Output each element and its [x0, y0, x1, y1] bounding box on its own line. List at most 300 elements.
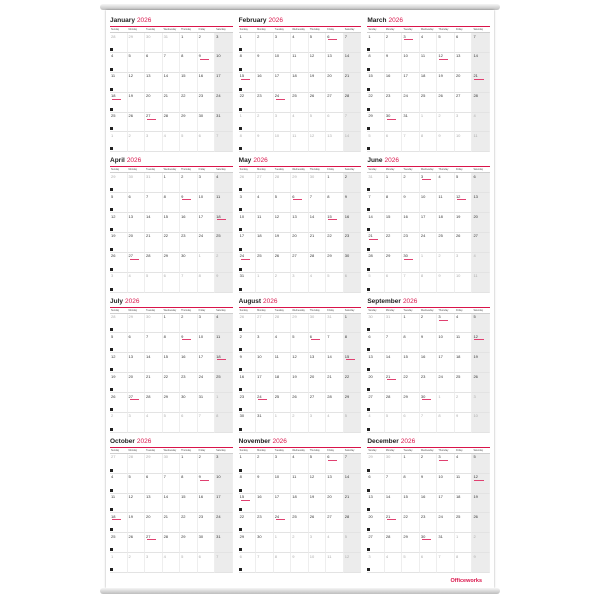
day-cell[interactable] [145, 553, 163, 573]
day-cell[interactable] [198, 53, 216, 73]
day-cell[interactable] [344, 93, 362, 113]
day-cell[interactable] [145, 173, 163, 193]
day-cell[interactable] [367, 474, 385, 494]
day-cell[interactable] [344, 253, 362, 273]
day-cell[interactable] [198, 113, 216, 133]
day-cell[interactable] [239, 553, 260, 573]
day-cell[interactable] [256, 253, 274, 273]
day-cell[interactable] [472, 533, 490, 553]
day-cell[interactable] [344, 454, 362, 474]
day-cell[interactable] [163, 253, 181, 273]
day-cell[interactable] [198, 553, 219, 573]
day-cell[interactable] [256, 53, 274, 73]
day-cell[interactable] [367, 53, 385, 73]
day-cell[interactable] [402, 253, 420, 273]
day-cell[interactable] [239, 93, 257, 113]
day-cell[interactable] [239, 273, 260, 293]
day-cell[interactable] [274, 53, 292, 73]
day-cell[interactable] [402, 173, 420, 193]
day-cell[interactable] [326, 454, 344, 474]
day-cell[interactable] [180, 213, 198, 233]
day-cell[interactable] [239, 393, 257, 413]
day-cell[interactable] [198, 273, 219, 293]
day-cell[interactable] [256, 132, 274, 152]
day-cell[interactable] [437, 333, 455, 353]
day-cell[interactable] [215, 553, 233, 573]
day-cell[interactable] [472, 93, 490, 113]
day-cell[interactable] [309, 273, 330, 293]
day-cell[interactable] [145, 73, 163, 93]
day-cell[interactable] [291, 494, 309, 514]
day-cell[interactable] [472, 474, 490, 494]
day-cell[interactable] [256, 553, 274, 573]
day-cell[interactable] [256, 73, 274, 93]
day-cell[interactable] [472, 73, 490, 93]
day-cell[interactable] [110, 33, 128, 53]
day-cell[interactable] [128, 474, 149, 494]
day-cell[interactable] [385, 533, 403, 553]
day-cell[interactable] [198, 33, 219, 53]
day-cell[interactable] [437, 314, 455, 334]
day-cell[interactable] [367, 413, 385, 433]
day-cell[interactable] [198, 233, 216, 253]
day-cell[interactable] [291, 393, 309, 413]
day-cell[interactable] [455, 393, 476, 413]
day-cell[interactable] [198, 393, 219, 413]
day-cell[interactable] [110, 213, 128, 233]
day-cell[interactable] [291, 233, 309, 253]
day-cell[interactable] [385, 213, 403, 233]
day-cell[interactable] [455, 474, 473, 494]
day-cell[interactable] [402, 213, 420, 233]
day-cell[interactable] [198, 314, 219, 334]
day-cell[interactable] [309, 413, 330, 433]
day-cell[interactable] [291, 33, 309, 53]
day-cell[interactable] [367, 494, 385, 514]
day-cell[interactable] [344, 73, 362, 93]
day-cell[interactable] [309, 33, 330, 53]
day-cell[interactable] [274, 193, 295, 213]
day-cell[interactable] [145, 53, 163, 73]
day-cell[interactable] [180, 253, 198, 273]
day-cell[interactable] [110, 173, 128, 193]
day-cell[interactable] [163, 132, 184, 152]
day-cell[interactable] [437, 373, 455, 393]
day-cell[interactable] [198, 333, 216, 353]
day-cell[interactable] [128, 173, 146, 193]
day-cell[interactable] [326, 494, 344, 514]
day-cell[interactable] [215, 193, 233, 213]
day-cell[interactable] [455, 93, 473, 113]
day-cell[interactable] [128, 413, 149, 433]
day-cell[interactable] [198, 132, 219, 152]
day-cell[interactable] [180, 273, 198, 293]
day-cell[interactable] [455, 173, 476, 193]
day-cell[interactable] [215, 53, 233, 73]
day-cell[interactable] [455, 233, 473, 253]
day-cell[interactable] [344, 513, 362, 533]
day-cell[interactable] [385, 373, 403, 393]
day-cell[interactable] [239, 113, 260, 133]
day-cell[interactable] [326, 314, 344, 334]
day-cell[interactable] [309, 494, 327, 514]
day-cell[interactable] [367, 113, 385, 133]
day-cell[interactable] [344, 553, 362, 573]
day-cell[interactable] [344, 413, 362, 433]
day-cell[interactable] [472, 273, 490, 293]
day-cell[interactable] [110, 513, 128, 533]
day-cell[interactable] [180, 233, 198, 253]
day-cell[interactable] [163, 533, 181, 553]
day-cell[interactable] [385, 233, 403, 253]
day-cell[interactable] [385, 73, 403, 93]
day-cell[interactable] [326, 373, 344, 393]
day-cell[interactable] [402, 273, 420, 293]
day-cell[interactable] [110, 73, 128, 93]
day-cell[interactable] [128, 33, 146, 53]
day-cell[interactable] [402, 73, 420, 93]
day-cell[interactable] [274, 213, 292, 233]
day-cell[interactable] [180, 314, 198, 334]
day-cell[interactable] [420, 413, 441, 433]
day-cell[interactable] [256, 113, 274, 133]
day-cell[interactable] [274, 93, 292, 113]
day-cell[interactable] [344, 132, 362, 152]
day-cell[interactable] [215, 213, 233, 233]
day-cell[interactable] [420, 33, 441, 53]
day-cell[interactable] [110, 93, 128, 113]
day-cell[interactable] [472, 454, 490, 474]
day-cell[interactable] [420, 553, 441, 573]
day-cell[interactable] [215, 373, 233, 393]
day-cell[interactable] [472, 393, 490, 413]
day-cell[interactable] [163, 314, 184, 334]
day-cell[interactable] [256, 454, 274, 474]
day-cell[interactable] [385, 553, 406, 573]
day-cell[interactable] [145, 373, 163, 393]
day-cell[interactable] [256, 474, 274, 494]
day-cell[interactable] [163, 393, 181, 413]
day-cell[interactable] [326, 73, 344, 93]
day-cell[interactable] [402, 132, 420, 152]
day-cell[interactable] [402, 353, 420, 373]
day-cell[interactable] [145, 314, 163, 334]
day-cell[interactable] [198, 73, 216, 93]
day-cell[interactable] [145, 393, 163, 413]
day-cell[interactable] [402, 113, 420, 133]
day-cell[interactable] [198, 353, 216, 373]
day-cell[interactable] [291, 173, 309, 193]
day-cell[interactable] [128, 533, 146, 553]
day-cell[interactable] [326, 393, 344, 413]
day-cell[interactable] [180, 33, 198, 53]
day-cell[interactable] [344, 53, 362, 73]
day-cell[interactable] [437, 53, 455, 73]
day-cell[interactable] [110, 454, 128, 474]
day-cell[interactable] [420, 132, 441, 152]
day-cell[interactable] [291, 132, 309, 152]
day-cell[interactable] [128, 93, 146, 113]
day-cell[interactable] [344, 533, 362, 553]
day-cell[interactable] [385, 353, 403, 373]
day-cell[interactable] [145, 533, 163, 553]
day-cell[interactable] [437, 474, 455, 494]
day-cell[interactable] [326, 273, 344, 293]
day-cell[interactable] [128, 333, 149, 353]
day-cell[interactable] [326, 173, 344, 193]
day-cell[interactable] [274, 474, 292, 494]
day-cell[interactable] [402, 553, 420, 573]
day-cell[interactable] [344, 213, 362, 233]
day-cell[interactable] [472, 314, 490, 334]
day-cell[interactable] [198, 173, 219, 193]
day-cell[interactable] [239, 253, 257, 273]
day-cell[interactable] [215, 333, 233, 353]
day-cell[interactable] [215, 132, 233, 152]
day-cell[interactable] [437, 193, 455, 213]
day-cell[interactable] [291, 314, 309, 334]
day-cell[interactable] [163, 193, 184, 213]
day-cell[interactable] [110, 253, 128, 273]
day-cell[interactable] [420, 93, 438, 113]
day-cell[interactable] [420, 494, 438, 514]
day-cell[interactable] [420, 474, 438, 494]
day-cell[interactable] [472, 333, 490, 353]
day-cell[interactable] [367, 233, 385, 253]
day-cell[interactable] [455, 253, 476, 273]
day-cell[interactable] [180, 333, 198, 353]
day-cell[interactable] [110, 494, 128, 514]
day-cell[interactable] [437, 353, 455, 373]
day-cell[interactable] [309, 373, 327, 393]
day-cell[interactable] [472, 553, 490, 573]
day-cell[interactable] [239, 333, 260, 353]
day-cell[interactable] [367, 454, 385, 474]
day-cell[interactable] [180, 173, 198, 193]
day-cell[interactable] [437, 93, 455, 113]
day-cell[interactable] [163, 173, 184, 193]
day-cell[interactable] [110, 553, 128, 573]
day-cell[interactable] [326, 553, 344, 573]
day-cell[interactable] [256, 533, 274, 553]
day-cell[interactable] [110, 132, 128, 152]
day-cell[interactable] [239, 533, 257, 553]
day-cell[interactable] [437, 454, 455, 474]
day-cell[interactable] [198, 474, 216, 494]
day-cell[interactable] [256, 333, 274, 353]
day-cell[interactable] [239, 233, 257, 253]
day-cell[interactable] [344, 333, 362, 353]
day-cell[interactable] [110, 333, 128, 353]
day-cell[interactable] [274, 353, 292, 373]
day-cell[interactable] [472, 113, 490, 133]
day-cell[interactable] [239, 353, 257, 373]
day-cell[interactable] [274, 333, 295, 353]
day-cell[interactable] [256, 93, 274, 113]
day-cell[interactable] [367, 553, 385, 573]
day-cell[interactable] [420, 233, 438, 253]
day-cell[interactable] [110, 353, 128, 373]
day-cell[interactable] [437, 513, 455, 533]
day-cell[interactable] [274, 73, 292, 93]
day-cell[interactable] [472, 233, 490, 253]
day-cell[interactable] [326, 193, 344, 213]
day-cell[interactable] [402, 513, 420, 533]
day-cell[interactable] [291, 53, 309, 73]
day-cell[interactable] [344, 373, 362, 393]
day-cell[interactable] [215, 494, 233, 514]
day-cell[interactable] [215, 253, 233, 273]
day-cell[interactable] [455, 353, 473, 373]
day-cell[interactable] [128, 213, 146, 233]
day-cell[interactable] [385, 173, 406, 193]
day-cell[interactable] [344, 33, 362, 53]
day-cell[interactable] [215, 273, 233, 293]
day-cell[interactable] [420, 353, 438, 373]
day-cell[interactable] [180, 93, 198, 113]
day-cell[interactable] [402, 393, 420, 413]
day-cell[interactable] [455, 533, 476, 553]
day-cell[interactable] [472, 33, 490, 53]
day-cell[interactable] [291, 193, 309, 213]
day-cell[interactable] [402, 314, 420, 334]
day-cell[interactable] [110, 413, 128, 433]
day-cell[interactable] [455, 454, 476, 474]
day-cell[interactable] [128, 132, 149, 152]
day-cell[interactable] [420, 513, 438, 533]
day-cell[interactable] [437, 33, 455, 53]
day-cell[interactable] [274, 513, 292, 533]
day-cell[interactable] [291, 333, 309, 353]
day-cell[interactable] [309, 173, 330, 193]
day-cell[interactable] [385, 393, 403, 413]
day-cell[interactable] [110, 533, 128, 553]
day-cell[interactable] [402, 193, 420, 213]
day-cell[interactable] [385, 513, 403, 533]
day-cell[interactable] [472, 353, 490, 373]
day-cell[interactable] [256, 373, 274, 393]
day-cell[interactable] [145, 413, 163, 433]
day-cell[interactable] [455, 53, 473, 73]
day-cell[interactable] [163, 53, 184, 73]
day-cell[interactable] [385, 113, 403, 133]
day-cell[interactable] [437, 253, 455, 273]
day-cell[interactable] [326, 253, 344, 273]
day-cell[interactable] [455, 333, 473, 353]
day-cell[interactable] [180, 513, 198, 533]
day-cell[interactable] [402, 93, 420, 113]
day-cell[interactable] [110, 53, 128, 73]
day-cell[interactable] [198, 193, 216, 213]
day-cell[interactable] [110, 393, 128, 413]
day-cell[interactable] [455, 132, 473, 152]
day-cell[interactable] [309, 513, 327, 533]
day-cell[interactable] [215, 353, 233, 373]
day-cell[interactable] [163, 474, 184, 494]
day-cell[interactable] [385, 333, 406, 353]
day-cell[interactable] [274, 273, 295, 293]
day-cell[interactable] [402, 454, 420, 474]
day-cell[interactable] [274, 253, 292, 273]
day-cell[interactable] [128, 113, 146, 133]
day-cell[interactable] [367, 373, 385, 393]
day-cell[interactable] [145, 494, 163, 514]
day-cell[interactable] [326, 33, 344, 53]
day-cell[interactable] [145, 513, 163, 533]
day-cell[interactable] [145, 93, 163, 113]
day-cell[interactable] [420, 273, 441, 293]
day-cell[interactable] [256, 314, 274, 334]
day-cell[interactable] [198, 454, 219, 474]
day-cell[interactable] [215, 413, 233, 433]
day-cell[interactable] [385, 273, 406, 293]
day-cell[interactable] [472, 173, 490, 193]
day-cell[interactable] [274, 173, 292, 193]
day-cell[interactable] [163, 93, 181, 113]
day-cell[interactable] [455, 73, 473, 93]
day-cell[interactable] [198, 213, 216, 233]
day-cell[interactable] [145, 213, 163, 233]
day-cell[interactable] [215, 233, 233, 253]
day-cell[interactable] [344, 314, 362, 334]
day-cell[interactable] [437, 233, 455, 253]
day-cell[interactable] [326, 533, 344, 553]
day-cell[interactable] [256, 213, 274, 233]
day-cell[interactable] [291, 93, 309, 113]
day-cell[interactable] [128, 393, 146, 413]
day-cell[interactable] [402, 533, 420, 553]
day-cell[interactable] [128, 53, 149, 73]
day-cell[interactable] [420, 53, 438, 73]
day-cell[interactable] [472, 253, 490, 273]
day-cell[interactable] [291, 73, 309, 93]
day-cell[interactable] [128, 273, 149, 293]
day-cell[interactable] [367, 33, 385, 53]
day-cell[interactable] [180, 373, 198, 393]
day-cell[interactable] [256, 353, 274, 373]
day-cell[interactable] [163, 213, 181, 233]
day-cell[interactable] [163, 373, 181, 393]
day-cell[interactable] [385, 413, 406, 433]
day-cell[interactable] [239, 314, 257, 334]
day-cell[interactable] [215, 73, 233, 93]
day-cell[interactable] [163, 273, 184, 293]
day-cell[interactable] [472, 413, 490, 433]
day-cell[interactable] [239, 193, 260, 213]
day-cell[interactable] [128, 73, 146, 93]
day-cell[interactable] [274, 393, 292, 413]
day-cell[interactable] [128, 513, 146, 533]
day-cell[interactable] [274, 413, 295, 433]
day-cell[interactable] [180, 132, 198, 152]
day-cell[interactable] [385, 132, 406, 152]
day-cell[interactable] [180, 73, 198, 93]
day-cell[interactable] [180, 474, 198, 494]
day-cell[interactable] [128, 353, 146, 373]
day-cell[interactable] [180, 193, 198, 213]
day-cell[interactable] [145, 353, 163, 373]
day-cell[interactable] [180, 454, 198, 474]
day-cell[interactable] [239, 373, 257, 393]
day-cell[interactable] [145, 132, 163, 152]
day-cell[interactable] [239, 413, 257, 433]
day-cell[interactable] [385, 253, 403, 273]
day-cell[interactable] [420, 173, 441, 193]
day-cell[interactable] [437, 73, 455, 93]
day-cell[interactable] [367, 314, 385, 334]
day-cell[interactable] [420, 393, 441, 413]
day-cell[interactable] [455, 373, 473, 393]
